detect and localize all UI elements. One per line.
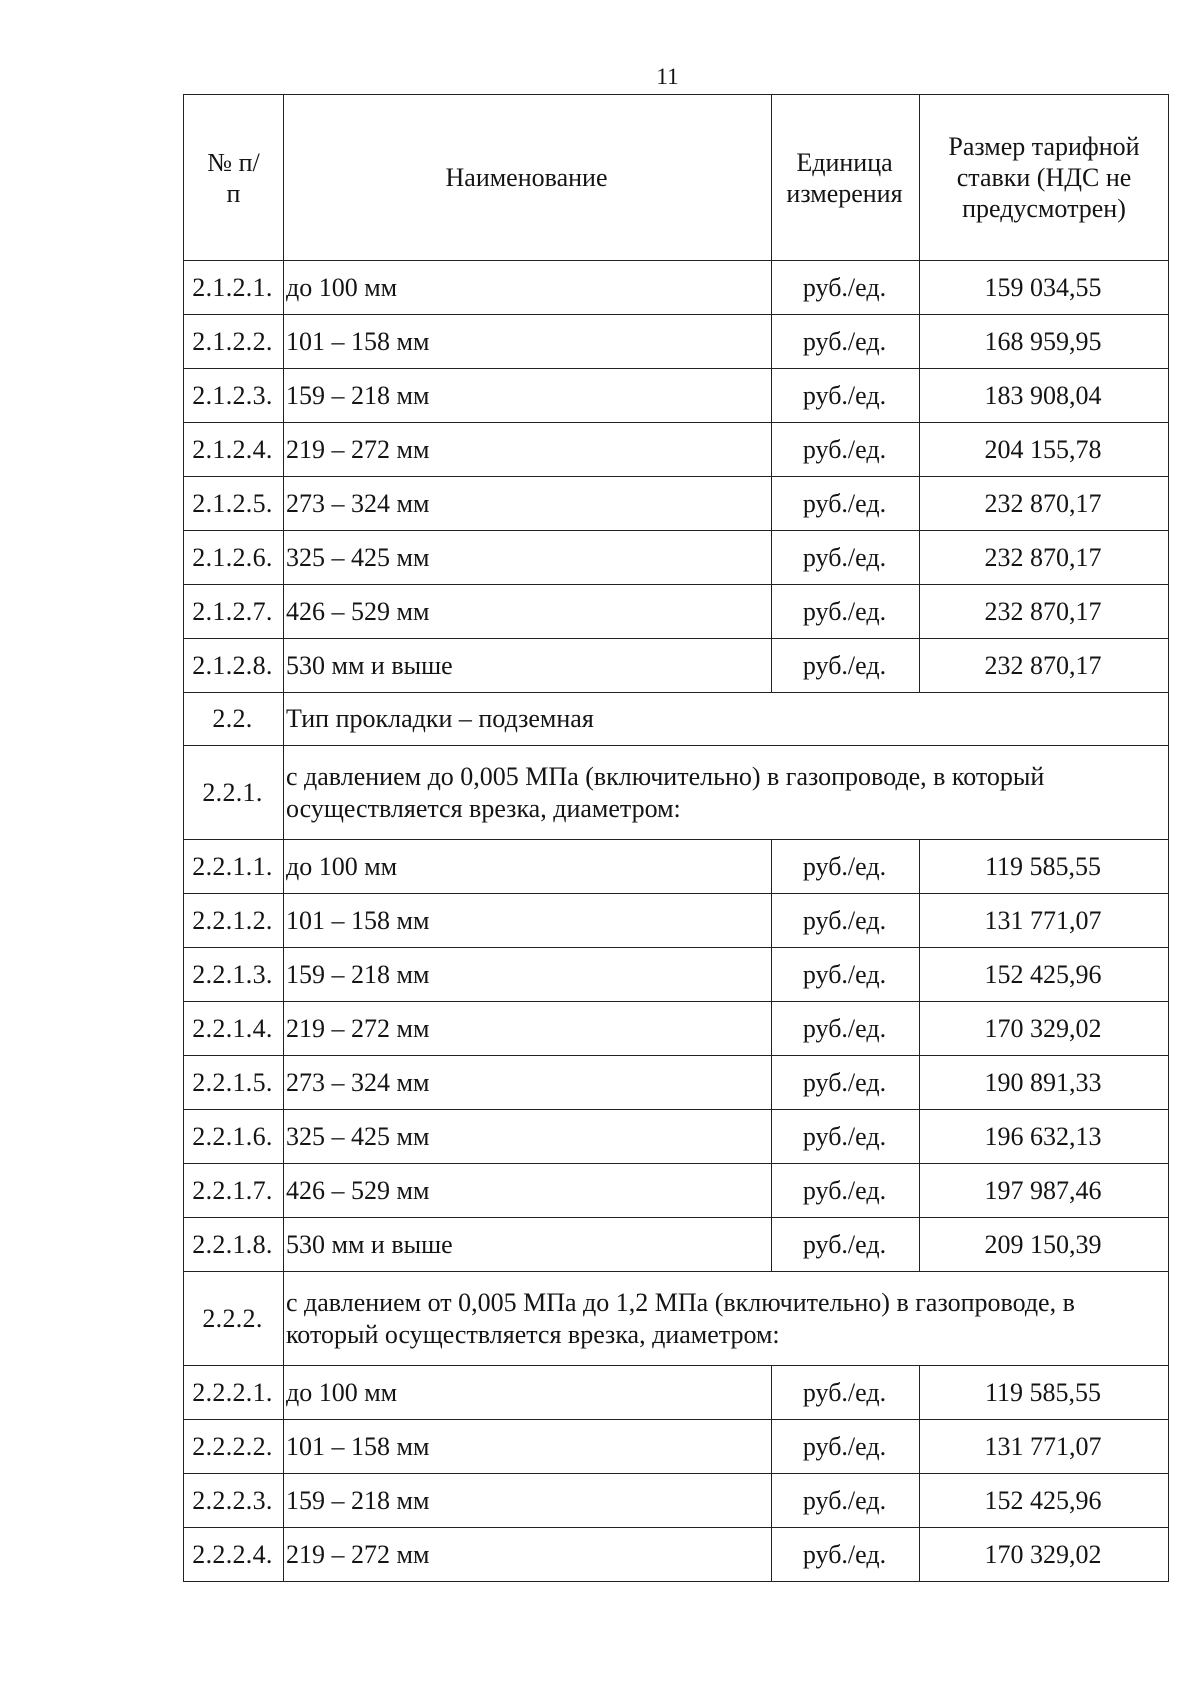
row-unit: руб./ед. bbox=[772, 423, 920, 477]
row-unit: руб./ед. bbox=[772, 1164, 920, 1218]
row-unit: руб./ед. bbox=[772, 840, 920, 894]
table-row bbox=[184, 1056, 1169, 1110]
row-unit: руб./ед. bbox=[772, 261, 920, 315]
row-unit: руб./ед. bbox=[772, 1528, 920, 1582]
header-unit: Единица измерения bbox=[772, 95, 920, 261]
row-name: 530 мм и выше bbox=[284, 639, 772, 693]
row-unit: руб./ед. bbox=[772, 948, 920, 1002]
row-unit: руб./ед. bbox=[772, 1110, 920, 1164]
row-name: 159 – 218 мм bbox=[284, 948, 772, 1002]
row-number: 2.2. bbox=[184, 693, 284, 746]
row-unit: руб./ед. bbox=[772, 585, 920, 639]
row-unit: руб./ед. bbox=[772, 1218, 920, 1272]
table-row bbox=[184, 423, 1169, 477]
page-number: 11 bbox=[656, 64, 679, 89]
row-number: 2.1.2.8. bbox=[184, 639, 284, 693]
row-name: 273 – 324 мм bbox=[284, 477, 772, 531]
table-row bbox=[184, 1164, 1169, 1218]
row-name: 159 – 218 мм bbox=[284, 1474, 772, 1528]
row-name: 219 – 272 мм bbox=[284, 423, 772, 477]
row-rate: 197 987,46 bbox=[920, 1164, 1169, 1218]
row-unit: руб./ед. bbox=[772, 1366, 920, 1420]
row-number: 2.1.2.4. bbox=[184, 423, 284, 477]
row-name: 530 мм и выше bbox=[284, 1218, 772, 1272]
row-unit: руб./ед. bbox=[772, 894, 920, 948]
row-name: до 100 мм bbox=[284, 1366, 772, 1420]
row-number: 2.2.1.1. bbox=[184, 840, 284, 894]
row-name: 325 – 425 мм bbox=[284, 1110, 772, 1164]
table-row bbox=[184, 1474, 1169, 1528]
row-number: 2.2.1. bbox=[184, 746, 284, 840]
row-number: 2.2.1.4. bbox=[184, 1002, 284, 1056]
table-row bbox=[184, 1366, 1169, 1420]
section-row bbox=[184, 693, 1169, 746]
table-row bbox=[184, 1218, 1169, 1272]
row-unit: руб./ед. bbox=[772, 1056, 920, 1110]
row-number: 2.2.2.1. bbox=[184, 1366, 284, 1420]
row-rate: 209 150,39 bbox=[920, 1218, 1169, 1272]
row-name: 426 – 529 мм bbox=[284, 585, 772, 639]
row-rate: 232 870,17 bbox=[920, 639, 1169, 693]
row-number: 2.1.2.1. bbox=[184, 261, 284, 315]
row-number: 2.2.1.3. bbox=[184, 948, 284, 1002]
row-rate: 152 425,96 bbox=[920, 948, 1169, 1002]
row-rate: 190 891,33 bbox=[920, 1056, 1169, 1110]
row-name: 273 – 324 мм bbox=[284, 1056, 772, 1110]
table-row bbox=[184, 894, 1169, 948]
row-unit: руб./ед. bbox=[772, 531, 920, 585]
row-rate: 183 908,04 bbox=[920, 369, 1169, 423]
row-unit: руб./ед. bbox=[772, 1474, 920, 1528]
row-rate: 119 585,55 bbox=[920, 840, 1169, 894]
row-number: 2.1.2.5. bbox=[184, 477, 284, 531]
row-name: 219 – 272 мм bbox=[284, 1528, 772, 1582]
row-name: 101 – 158 мм bbox=[284, 1420, 772, 1474]
row-rate: 170 329,02 bbox=[920, 1002, 1169, 1056]
row-rate: 131 771,07 bbox=[920, 894, 1169, 948]
table-row bbox=[184, 840, 1169, 894]
row-name: 101 – 158 мм bbox=[284, 315, 772, 369]
row-number: 2.2.2.4. bbox=[184, 1528, 284, 1582]
row-name: до 100 мм bbox=[284, 261, 772, 315]
subsection-row bbox=[184, 1272, 1169, 1366]
row-rate: 119 585,55 bbox=[920, 1366, 1169, 1420]
table-row bbox=[184, 1528, 1169, 1582]
table-body bbox=[184, 261, 1169, 1582]
table-header-row bbox=[184, 95, 1169, 261]
table-row bbox=[184, 315, 1169, 369]
row-number: 2.1.2.6. bbox=[184, 531, 284, 585]
table-row bbox=[184, 531, 1169, 585]
row-unit: руб./ед. bbox=[772, 639, 920, 693]
table-row bbox=[184, 1002, 1169, 1056]
row-number: 2.2.1.7. bbox=[184, 1164, 284, 1218]
row-name: 219 – 272 мм bbox=[284, 1002, 772, 1056]
row-number: 2.1.2.2. bbox=[184, 315, 284, 369]
row-number: 2.2.1.6. bbox=[184, 1110, 284, 1164]
tariff-table bbox=[183, 94, 1169, 1582]
row-unit: руб./ед. bbox=[772, 1002, 920, 1056]
table-row bbox=[184, 369, 1169, 423]
row-rate: 232 870,17 bbox=[920, 585, 1169, 639]
subsection-row bbox=[184, 746, 1169, 840]
row-name: 325 – 425 мм bbox=[284, 531, 772, 585]
row-rate: 232 870,17 bbox=[920, 477, 1169, 531]
row-rate: 131 771,07 bbox=[920, 1420, 1169, 1474]
row-number: 2.2.1.5. bbox=[184, 1056, 284, 1110]
row-number: 2.2.2.2. bbox=[184, 1420, 284, 1474]
row-unit: руб./ед. bbox=[772, 315, 920, 369]
table-row bbox=[184, 261, 1169, 315]
table-row bbox=[184, 585, 1169, 639]
row-number: 2.2.2. bbox=[184, 1272, 284, 1366]
row-number: 2.1.2.7. bbox=[184, 585, 284, 639]
row-name: до 100 мм bbox=[284, 840, 772, 894]
row-name: 159 – 218 мм bbox=[284, 369, 772, 423]
row-name: с давлением до 0,005 МПа (включительно) в газопроводе, в который осуществляется врезка, диаметром: bbox=[284, 746, 1169, 840]
row-number: 2.2.2.3. bbox=[184, 1474, 284, 1528]
header-name: Наименование bbox=[284, 95, 772, 261]
header-rate: Размер тарифной ставки (НДС не предусмотрен) bbox=[920, 95, 1169, 261]
row-number: 2.2.1.8. bbox=[184, 1218, 284, 1272]
row-name: Тип прокладки – подземная bbox=[284, 693, 1169, 746]
row-rate: 204 155,78 bbox=[920, 423, 1169, 477]
row-rate: 196 632,13 bbox=[920, 1110, 1169, 1164]
row-rate: 168 959,95 bbox=[920, 315, 1169, 369]
row-name: 426 – 529 мм bbox=[284, 1164, 772, 1218]
table-row bbox=[184, 639, 1169, 693]
table-row bbox=[184, 948, 1169, 1002]
row-name: 101 – 158 мм bbox=[284, 894, 772, 948]
row-number: 2.2.1.2. bbox=[184, 894, 284, 948]
row-name: с давлением от 0,005 МПа до 1,2 МПа (включительно) в газопроводе, в который осуществляется врезка, диаметром: bbox=[284, 1272, 1169, 1366]
row-rate: 159 034,55 bbox=[920, 261, 1169, 315]
header-number: № п/п bbox=[184, 95, 284, 261]
table-row bbox=[184, 1110, 1169, 1164]
table-row bbox=[184, 477, 1169, 531]
row-rate: 170 329,02 bbox=[920, 1528, 1169, 1582]
table-row bbox=[184, 1420, 1169, 1474]
row-unit: руб./ед. bbox=[772, 369, 920, 423]
row-unit: руб./ед. bbox=[772, 1420, 920, 1474]
row-unit: руб./ед. bbox=[772, 477, 920, 531]
row-rate: 152 425,96 bbox=[920, 1474, 1169, 1528]
row-number: 2.1.2.3. bbox=[184, 369, 284, 423]
row-rate: 232 870,17 bbox=[920, 531, 1169, 585]
